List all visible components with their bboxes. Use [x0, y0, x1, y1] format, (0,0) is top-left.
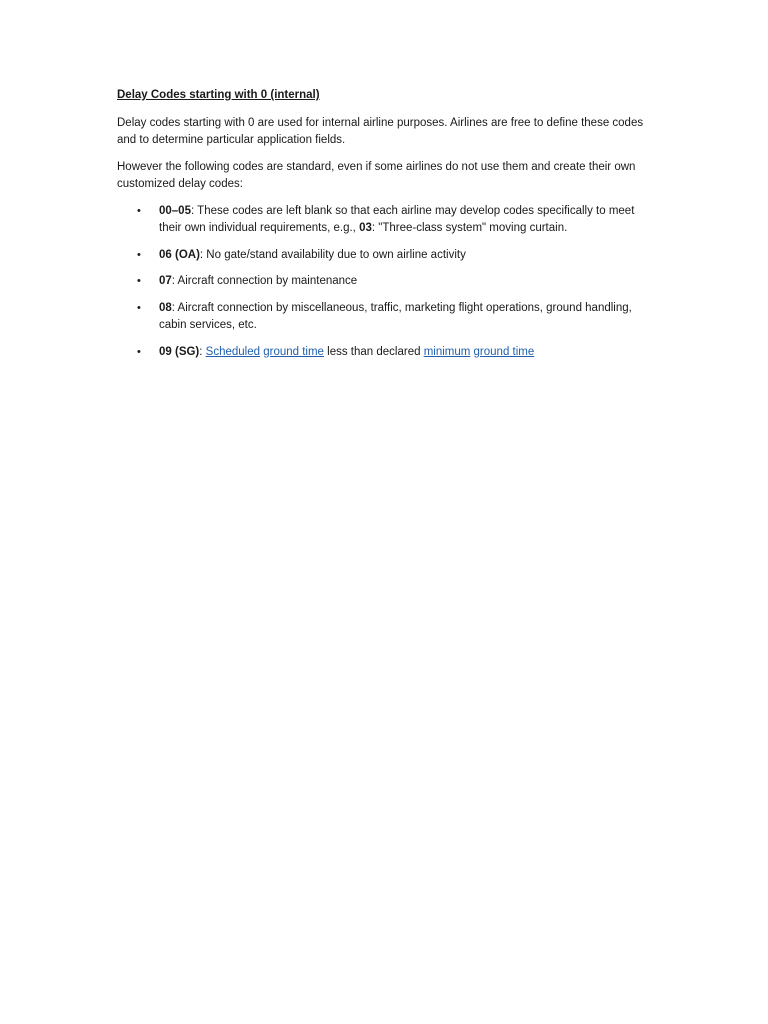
link-ground-time[interactable]: ground time — [263, 345, 324, 358]
delay-code: 07 — [159, 275, 172, 287]
document-page — [117, 87, 657, 370]
bullet-icon: • — [137, 248, 141, 261]
bullet-icon: • — [137, 204, 141, 217]
intro-paragraph: Delay codes starting with 0 are used for internal airline purposes. Airlines are free to define these codes and to determine particular application fields. — [117, 116, 644, 146]
bullet-icon: • — [137, 275, 141, 287]
colon-separator: : — [199, 345, 206, 358]
delay-code: 00–05 — [159, 204, 191, 217]
link-scheduled[interactable]: Scheduled — [205, 345, 261, 358]
inline-code: 03 — [359, 222, 372, 234]
delay-code: 08 — [159, 301, 172, 314]
link-minimum[interactable]: minimum — [423, 345, 471, 358]
section-heading: Delay Codes starting with 0 (internal) — [117, 89, 320, 101]
link-ground-time-2[interactable]: ground time — [473, 345, 535, 358]
delay-code-list — [117, 203, 657, 362]
delay-code-description: : Aircraft connection by maintenance — [171, 275, 358, 287]
delay-code-description: : Aircraft connection by miscellaneous, traffic, marketing flight operations, ground handling, cabin services, etc. — [159, 301, 632, 331]
standard-codes-paragraph: However the following codes are standard, even if some airlines do not use them and create their own customized delay codes: — [117, 160, 636, 190]
delay-code-description: : These codes are left blank so that each airline may develop codes specifically to meet their own individual requirements, e.g., — [159, 204, 635, 234]
list-item — [117, 300, 657, 335]
list-item — [117, 273, 657, 291]
delay-code: 09 (SG) — [159, 345, 200, 358]
bullet-icon: • — [137, 301, 141, 314]
list-item — [117, 344, 657, 362]
list-item — [117, 203, 657, 238]
delay-code: 06 (OA) — [159, 248, 200, 261]
delay-code-description: less than declared — [323, 345, 424, 358]
list-item — [117, 247, 657, 265]
delay-code-description-end: : "Three-class system" moving curtain. — [371, 222, 568, 234]
bullet-icon: • — [137, 345, 141, 358]
delay-code-description: : No gate/stand availability due to own airline activity — [199, 248, 466, 261]
